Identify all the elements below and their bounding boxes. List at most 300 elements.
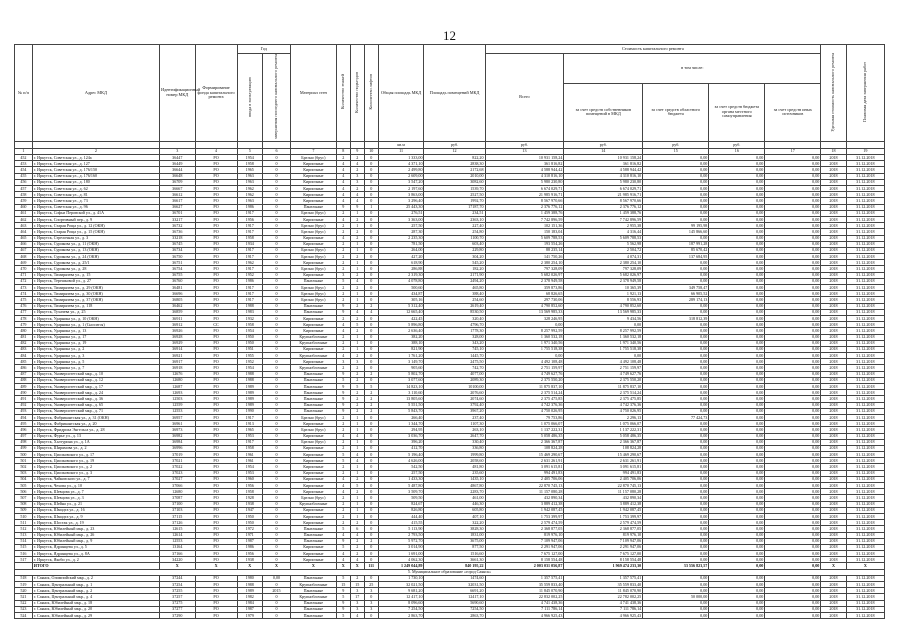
table-cell: 330,40 xyxy=(424,439,485,445)
table-cell: 5 551,50 xyxy=(378,402,424,408)
table-cell: РО xyxy=(195,594,237,600)
table-cell: 0,00 xyxy=(709,563,765,569)
table-cell: 4 xyxy=(350,532,364,538)
table-cell: 2 375 550,20 xyxy=(564,377,643,383)
table-cell: 5 802,70 xyxy=(378,371,424,377)
table-cell: г. Иркутск, Сурикова ул., д. 11 (ОКН) xyxy=(32,241,159,247)
table-cell: 0 xyxy=(262,470,290,476)
table-cell: 9 xyxy=(336,204,350,210)
table-cell: Брелно (брус) xyxy=(290,247,336,253)
table-cell: 469 xyxy=(15,260,33,266)
table-cell: 0,00 xyxy=(643,575,709,581)
table-cell: 1917 xyxy=(237,266,262,272)
table-cell: 1958 xyxy=(237,235,262,241)
table-cell: 12680 xyxy=(159,377,195,383)
table-cell: 336,80 xyxy=(424,445,485,451)
table-cell: 1 360 532,18 xyxy=(485,334,564,340)
table-cell: г. Иркутск, Якоби ул., д. 2 xyxy=(32,557,159,563)
table-cell: 3 091 615,81 xyxy=(485,464,564,470)
table-cell: 2 xyxy=(336,291,350,297)
table-cell: 481 xyxy=(15,334,33,340)
table-cell: 2018 xyxy=(821,260,846,266)
table-cell: 2018 xyxy=(821,464,846,470)
table-cell: 19 xyxy=(846,148,884,155)
table-cell: 0,00 xyxy=(709,241,765,247)
table-cell: 2018 xyxy=(821,588,846,594)
table-cell: 2 xyxy=(364,402,378,408)
table-cell: 0,00 xyxy=(643,216,709,222)
table-cell: 514 xyxy=(15,538,33,544)
table-cell: 412,70 xyxy=(378,445,424,451)
table-cell: 1 xyxy=(350,439,364,445)
table-cell: 31.12.2018 xyxy=(846,192,884,198)
table-cell: 2018 xyxy=(821,402,846,408)
table-cell: 3661,30 xyxy=(424,557,485,563)
table-cell: 320,40 xyxy=(424,315,485,321)
table-cell: 0 xyxy=(364,433,378,439)
table-cell: Панельные xyxy=(290,303,336,309)
table-cell: 452 xyxy=(15,155,33,161)
table-cell: 12417,10 xyxy=(424,594,485,600)
table-cell: 0,00 xyxy=(765,402,821,408)
table-cell: 2 xyxy=(336,470,350,476)
table-cell: 4 xyxy=(336,532,350,538)
table-cell: 2 751 159,97 xyxy=(564,365,643,371)
table-cell: Кирпичные xyxy=(290,235,336,241)
table-cell: 1954 xyxy=(237,328,262,334)
table-cell: 36929 xyxy=(159,340,195,346)
table-cell: 0 xyxy=(364,291,378,297)
table-cell: РО xyxy=(195,315,237,321)
table-cell: 480 xyxy=(15,328,33,334)
table-cell: 9 xyxy=(336,600,350,606)
table-cell: 2018 xyxy=(821,377,846,383)
table-cell: 31.12.2018 xyxy=(846,346,884,352)
header-lifts-text: Количество лифтов xyxy=(367,74,373,110)
table-cell: РО xyxy=(195,408,237,414)
table-cell: 1 xyxy=(350,297,364,303)
table-cell: г. Иркутск, Сурикова ул., д. 24 (ОКН) xyxy=(32,254,159,260)
table-cell: 1963 xyxy=(237,198,262,204)
table-cell: 0,00 xyxy=(643,334,709,340)
table-cell: 2 291 947,06 xyxy=(485,544,564,550)
table-cell: Брелно (брус) xyxy=(290,291,336,297)
table-cell: 34220 xyxy=(159,557,195,563)
table-cell: 0,00 xyxy=(643,384,709,390)
table-cell: РО xyxy=(195,489,237,495)
table-cell: 31.12.2018 xyxy=(846,315,884,321)
table-cell: 349 758,47 xyxy=(643,285,709,291)
table-cell: 3 077,60 xyxy=(378,377,424,383)
table-cell: 1950 xyxy=(237,340,262,346)
table-cell: 2018 xyxy=(821,532,846,538)
table-cell: 1 xyxy=(350,210,364,216)
table-cell: 0,00 xyxy=(765,223,821,229)
table-cell: 1917 xyxy=(237,285,262,291)
table-cell: 12 xyxy=(424,148,485,155)
table-cell: г. Саянск, Олимпийский мкр., д. 2 xyxy=(32,575,159,581)
table-cell: 2 xyxy=(364,408,378,414)
table-cell: 0,00 xyxy=(709,272,765,278)
table-cell: Панельные xyxy=(290,408,336,414)
table-cell: 0,00 xyxy=(709,476,765,482)
table-cell: 1917 xyxy=(237,247,262,253)
table-cell: 31.12.2018 xyxy=(846,377,884,383)
table-cell: 0,00 xyxy=(765,365,821,371)
table-cell: 0 xyxy=(364,173,378,179)
table-cell: 0,00 xyxy=(709,390,765,396)
table-cell: 0 xyxy=(364,216,378,222)
table-cell: г. Иркутск, Ударника ул., д. 5 xyxy=(32,359,159,365)
table-cell: 2 197,60 xyxy=(378,186,424,192)
table-cell: 12614 xyxy=(159,532,195,538)
table-cell: РО xyxy=(195,254,237,260)
table-cell: 7 111 786,14 xyxy=(485,606,564,612)
table-cell: 0,00 xyxy=(765,433,821,439)
table-cell: 0,00 xyxy=(709,582,765,588)
table-cell: 0,00 xyxy=(643,470,709,476)
table-cell: 3 xyxy=(350,606,364,612)
table-cell: 0 xyxy=(364,594,378,600)
table-cell: Х xyxy=(846,563,884,569)
table-cell: 31.12.2018 xyxy=(846,483,884,489)
table-cell: г. Иркутск, Сурикова ул., д. 28 xyxy=(32,266,159,272)
header-year-built-text: ввода в эксплуатацию xyxy=(246,76,252,117)
table-cell: 0 xyxy=(364,334,378,340)
table-cell: 2018 xyxy=(821,458,846,464)
table-cell: 495 xyxy=(15,421,33,427)
table-cell: 5 682 026,97 xyxy=(564,272,643,278)
table-cell: г. Иркутск, Чайковского ул., д. 7 xyxy=(32,476,159,482)
table-cell: РО xyxy=(195,464,237,470)
table-cell: Кирпичные xyxy=(290,322,336,328)
table-cell: 0 xyxy=(262,526,290,532)
table-cell: 0,00 xyxy=(709,155,765,161)
table-cell: 0 xyxy=(364,155,378,161)
table-cell: 37027 xyxy=(159,476,195,482)
table-cell: г. Иркутск, Тухачева ул., д. 25 xyxy=(32,309,159,315)
table-cell: 0,00 xyxy=(709,458,765,464)
header-incl: в том числе: xyxy=(564,54,821,84)
page-number: 12 xyxy=(443,28,456,43)
table-cell: 1913 xyxy=(237,421,262,427)
table-cell: 2 579 474,59 xyxy=(564,520,643,526)
table-cell: РО xyxy=(195,334,237,340)
table-cell: 0,00 xyxy=(643,588,709,594)
table-cell: РО xyxy=(195,588,237,594)
table-cell: 31.12.2018 xyxy=(846,291,884,297)
table-cell: 7 109 947,06 xyxy=(485,538,564,544)
table-cell: 473 xyxy=(15,285,33,291)
table-cell: 0,00 xyxy=(643,161,709,167)
table-cell: Х xyxy=(336,563,350,569)
table-cell: 487 xyxy=(15,371,33,377)
table-cell: 25 443,30 xyxy=(378,204,424,210)
table-cell: 37103 xyxy=(159,507,195,513)
table-cell: 2018 xyxy=(821,210,846,216)
capital-repair-table xyxy=(14,44,885,619)
table-cell: 434,87 xyxy=(378,291,424,297)
table-cell: Кирпичные xyxy=(290,260,336,266)
table-cell: 2 xyxy=(336,495,350,501)
table-cell: 2 366 367,87 xyxy=(485,439,564,445)
table-cell: 477 xyxy=(15,309,33,315)
table-cell: 35 559 833,40 xyxy=(564,582,643,588)
table-cell: 0,00 xyxy=(765,235,821,241)
table-cell: 0 xyxy=(262,495,290,501)
header-floors-text: Количество этажей xyxy=(339,74,345,110)
table-cell: 0,00 xyxy=(765,198,821,204)
table-cell: 66 905,52 xyxy=(643,291,709,297)
table-cell: 0 xyxy=(262,315,290,321)
table-cell: 13 569 985,33 xyxy=(564,309,643,315)
table-cell: 0 xyxy=(364,315,378,321)
table-cell: РО xyxy=(195,606,237,612)
table-cell: РО xyxy=(195,272,237,278)
table-cell: 0,00 xyxy=(643,322,709,328)
table-cell: 36627 xyxy=(159,204,195,210)
table-cell: 2018 xyxy=(821,501,846,507)
table-cell: г. Иркутск, Фурье ул., д. 13 xyxy=(32,433,159,439)
table-cell: 4 xyxy=(336,433,350,439)
table-cell: 0,00 xyxy=(643,353,709,359)
table-cell: 31.12.2018 xyxy=(846,470,884,476)
table-cell: 2 291 947,06 xyxy=(564,544,643,550)
table-cell: 361 816,82 xyxy=(564,161,643,167)
table-cell: 0 xyxy=(262,173,290,179)
table-cell: 1938 xyxy=(237,557,262,563)
table-cell: 0 xyxy=(364,520,378,526)
table-cell: 2 xyxy=(350,365,364,371)
table-cell: 0,00 xyxy=(765,359,821,365)
table-cell: 31.12.2018 xyxy=(846,334,884,340)
table-cell: 15 469 290,67 xyxy=(485,452,564,458)
table-cell: 2 xyxy=(350,544,364,550)
table-cell: г. Иркутск, Советская ул., д. 81 xyxy=(32,192,159,198)
table-cell: 1951 xyxy=(237,346,262,352)
table-cell: Кирпичные xyxy=(290,315,336,321)
table-cell: 2018 xyxy=(821,600,846,606)
table-cell: 0 xyxy=(364,414,378,420)
table-cell: 1 xyxy=(350,334,364,340)
table-cell: 0,00 xyxy=(709,414,765,420)
table-cell: 37257 xyxy=(159,594,195,600)
table-cell: 0,00 xyxy=(643,501,709,507)
table-cell: 0 xyxy=(262,303,290,309)
table-cell: 493 xyxy=(15,408,33,414)
table-cell: 0,00 xyxy=(765,229,821,235)
table-cell: 5 487,80 xyxy=(378,483,424,489)
table-cell: 2018 xyxy=(821,340,846,346)
table-cell: 36732 xyxy=(159,223,195,229)
table-cell: РО xyxy=(195,346,237,352)
table-cell: 0,00 xyxy=(709,346,765,352)
table-cell: 33 556 823,57 xyxy=(643,563,709,569)
table-cell: 0 xyxy=(262,377,290,383)
table-cell: РО xyxy=(195,452,237,458)
table-cell: г. Иркутск, Университетский мкр., д. 36 xyxy=(32,396,159,402)
table-cell: 37166 xyxy=(159,551,195,557)
table-cell: 463 xyxy=(15,223,33,229)
table-cell: 8 xyxy=(336,148,350,155)
table-cell: Брелно (брус) xyxy=(290,229,336,235)
table-cell: 2 376 776,12 xyxy=(485,204,564,210)
table-cell: 31.12.2018 xyxy=(846,476,884,482)
table-cell: 3 xyxy=(159,148,195,155)
table-cell: РО xyxy=(195,526,237,532)
table-cell: 0 xyxy=(262,254,290,260)
table-cell: 31.12.2018 xyxy=(846,340,884,346)
table-cell: 483 xyxy=(15,346,33,352)
table-cell: 5. Муниципальное образование «город Саянск» xyxy=(15,569,885,575)
table-cell: г. Саянск, Центральный мкр., д. 1 xyxy=(32,582,159,588)
table-cell: 446,30 xyxy=(424,501,485,507)
table-cell: 461 xyxy=(15,210,33,216)
table-cell: 1917 xyxy=(237,254,262,260)
table-cell xyxy=(237,141,262,148)
table-cell: 2018 xyxy=(821,186,846,192)
table-cell: 0 xyxy=(262,606,290,612)
table-cell: 22 870 745,13 xyxy=(564,483,643,489)
table-cell: 0,00 xyxy=(709,198,765,204)
table-cell: 31.12.2018 xyxy=(846,520,884,526)
table-cell: 5 xyxy=(336,458,350,464)
table-cell: 37277 xyxy=(159,606,195,612)
table-cell: 31.12.2018 xyxy=(846,551,884,557)
table-cell: 1958 xyxy=(237,489,262,495)
table-cell: 2 376 776,12 xyxy=(564,204,643,210)
table-cell: 2018 xyxy=(821,439,846,445)
table-cell: 11 xyxy=(378,148,424,155)
table-cell: 31.12.2018 xyxy=(846,272,884,278)
table-cell: 2 xyxy=(350,303,364,309)
table-cell: 0,00 xyxy=(765,204,821,210)
table-cell: 2018 xyxy=(821,322,846,328)
table-cell: 0,00 xyxy=(643,445,709,451)
table-cell: 31.12.2018 xyxy=(846,421,884,427)
table-cell: 0,00 xyxy=(643,155,709,161)
table-cell: 1952 xyxy=(237,272,262,278)
table-cell: 31.12.2018 xyxy=(846,544,884,550)
table-cell: 1917 xyxy=(237,291,262,297)
table-cell: РО xyxy=(195,266,237,272)
table-cell: 4 xyxy=(350,161,364,167)
table-cell: 0,00 xyxy=(765,396,821,402)
table-cell: 0,00 xyxy=(765,551,821,557)
table-cell: 68 826,65 xyxy=(485,291,564,297)
table-cell: 819 976,10 xyxy=(564,532,643,538)
table-cell: Брелно (брус) xyxy=(290,297,336,303)
table-cell: 1989 xyxy=(237,402,262,408)
table-cell: 0,00 xyxy=(643,612,709,618)
table-cell: 0,00 xyxy=(765,371,821,377)
table-cell: 0 xyxy=(262,408,290,414)
table-cell: 2015 xyxy=(262,588,290,594)
table-cell: 2 xyxy=(350,396,364,402)
table-cell: 3 xyxy=(336,272,350,278)
table-cell: 12676 xyxy=(159,371,195,377)
table-cell: 31.12.2018 xyxy=(846,402,884,408)
table-cell: 31.12.2018 xyxy=(846,612,884,618)
table-cell: 297 730,06 xyxy=(485,297,564,303)
table-cell: 0 xyxy=(262,439,290,445)
table-cell: 0,00 xyxy=(643,421,709,427)
table-cell: 0,00 xyxy=(765,210,821,216)
table-cell: 0 xyxy=(364,495,378,501)
table-cell: 0 xyxy=(262,582,290,588)
header-other: за счет средств иных источников xyxy=(765,83,821,141)
table-cell: г. Иркутск, Старая Роща ул., д. 12 (ОКН) xyxy=(32,223,159,229)
table-cell: 13 xyxy=(485,148,564,155)
table-cell: 542,50 xyxy=(378,464,424,470)
table-cell: 2018 xyxy=(821,495,846,501)
table-cell: 497 xyxy=(15,433,33,439)
table-cell: РО xyxy=(195,365,237,371)
table-cell: 31.12.2018 xyxy=(846,445,884,451)
table-cell: 2018 xyxy=(821,161,846,167)
table-cell: Кирпичные xyxy=(290,192,336,198)
table-cell: 461,00 xyxy=(424,495,485,501)
table-cell: 17 xyxy=(350,594,364,600)
table-cell: 2 xyxy=(336,241,350,247)
table-cell: Панельные xyxy=(290,526,336,532)
table-cell: РО xyxy=(195,328,237,334)
table-cell: 33217 xyxy=(159,216,195,222)
table-cell: 235,60 xyxy=(424,470,485,476)
table-cell: 8 257 992,59 xyxy=(485,328,564,334)
table-cell: 0,00 xyxy=(709,303,765,309)
table-cell: 0 xyxy=(262,247,290,253)
table-cell: 0 xyxy=(364,346,378,352)
table-cell: 7 675 127,00 xyxy=(485,551,564,557)
table-cell: Кирпичные xyxy=(290,483,336,489)
table-cell: 3675,00 xyxy=(424,538,485,544)
table-cell: Крупноблочные xyxy=(290,594,336,600)
table-cell: 77 424,73 xyxy=(643,414,709,420)
table-cell: 2363,10 xyxy=(424,216,485,222)
table-cell: 254,80 xyxy=(424,229,485,235)
table-cell: 0,00 xyxy=(765,285,821,291)
table-cell: 0 xyxy=(262,192,290,198)
table-cell: РО xyxy=(195,458,237,464)
table-cell: 31.12.2018 xyxy=(846,359,884,365)
table-cell: 0,00 xyxy=(765,167,821,173)
table-cell: 5 xyxy=(237,148,262,155)
table-cell: 5 xyxy=(350,483,364,489)
table-cell: 2 579 474,59 xyxy=(485,520,564,526)
table-cell: Крупноблочные xyxy=(290,582,336,588)
table-cell: 1987 xyxy=(237,538,262,544)
table-cell: 1972 xyxy=(237,526,262,532)
table-cell: ИТОГО xyxy=(32,563,159,569)
table-cell: 1932 xyxy=(237,315,262,321)
table-cell: 32 021,50 xyxy=(378,582,424,588)
table-cell: 36912 xyxy=(159,322,195,328)
table-cell: 229,80 xyxy=(424,247,485,253)
table-cell: 500,60 xyxy=(378,285,424,291)
table-cell: 4077,00 xyxy=(424,371,485,377)
table-cell: 8 158 554,48 xyxy=(485,557,564,563)
table-cell: 2 xyxy=(336,346,350,352)
table-cell: 2018 xyxy=(821,278,846,284)
table-cell: РО xyxy=(195,192,237,198)
table-cell: 10 931 158,24 xyxy=(564,155,643,161)
table-cell: 520 xyxy=(15,588,33,594)
table-cell: 1986 xyxy=(237,544,262,550)
table-cell: 15 469 290,67 xyxy=(564,452,643,458)
table-cell: Панельные xyxy=(290,390,336,396)
table-cell: 3 xyxy=(364,588,378,594)
